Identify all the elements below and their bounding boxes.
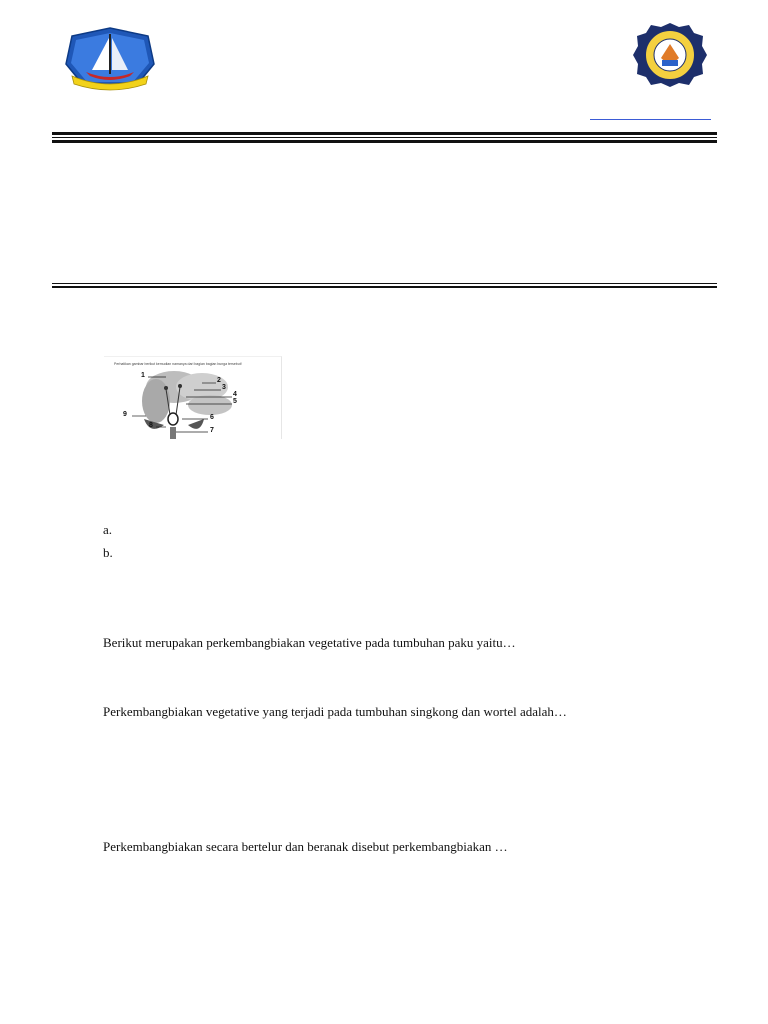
question-text: Perkembangbiakan vegetative yang terjadi pada tumbuhan singkong dan wortel adalah… [103,704,567,719]
header-rule-middle [52,137,717,138]
header-rule-bottom [52,140,717,143]
figure-label-8: 8 [149,422,153,429]
header-link-underline[interactable] [590,119,711,120]
header-rule-top [52,132,717,135]
regency-emblem-icon [64,26,156,92]
figure-label-6: 6 [210,414,214,421]
figure-caption: Perhatikan gambar berikut kemudian namanya dari bagian bagian bunga tersebut! [114,362,242,366]
question-text: Berikut merupakan perkembangbiakan vegetative pada tumbuhan paku yaitu… [103,635,516,650]
flower-diagram-figure [104,356,282,439]
figure-label-1: 1 [141,372,145,379]
section-rule-bottom [52,286,717,288]
figure-label-4: 4 [233,391,237,398]
figure-label-9: 9 [123,411,127,418]
school-logo [632,22,708,88]
flower-illustration [104,357,281,439]
figure-label-7: 7 [210,427,214,434]
option-a: a. [103,522,113,537]
figure-label-5: 5 [233,398,237,405]
school-emblem-icon [632,22,708,88]
figure-label-2: 2 [217,377,221,384]
option-b: b. [103,545,113,560]
question-text: Perkembangbiakan secara bertelur dan beranak disebut perkembangbiakan … [103,839,508,854]
figure-label-3: 3 [222,384,226,391]
section-rule-top [52,283,717,284]
regency-logo [64,26,156,92]
